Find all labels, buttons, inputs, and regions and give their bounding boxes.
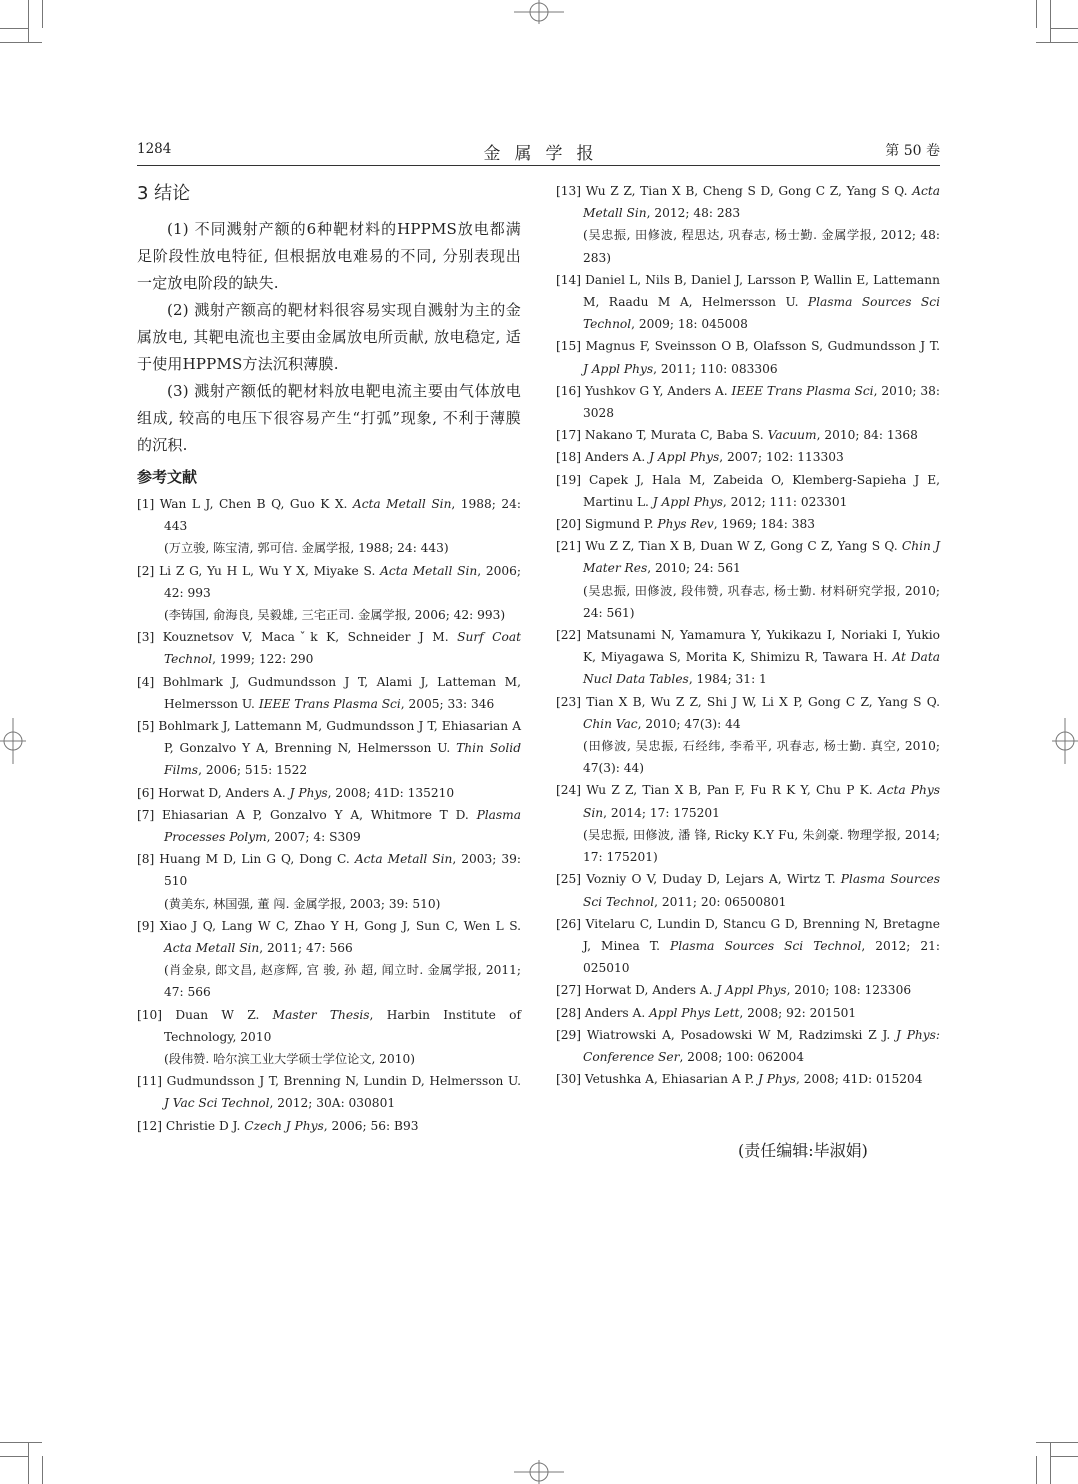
reference-translation: (段伟赞. 哈尔滨工业大学硕士学位论文, 2010) — [164, 1052, 416, 1067]
reference-source: Chin J Mater Res — [583, 539, 940, 576]
reference-number: [27] — [556, 983, 582, 998]
crop-mark — [42, 0, 43, 28]
crop-mark — [28, 1442, 29, 1484]
reference-authors: Anders A. — [584, 450, 650, 465]
reference-details: , 1969; 184: 383 — [713, 517, 815, 532]
reference-source: Plasma Processes Polym — [164, 807, 522, 845]
reference-item — [137, 1115, 521, 1137]
reference-details: , 2010; 24: 561 — [647, 561, 741, 576]
reference-number: [28] — [556, 1005, 582, 1020]
crop-mark — [1036, 0, 1037, 28]
crop-mark — [0, 1442, 42, 1443]
reference-details: , 2006; 56: B93 — [323, 1118, 419, 1133]
crop-mark — [1036, 1442, 1078, 1443]
crop-mark — [0, 28, 28, 29]
reference-authors: Wu Z Z, Tian X B, Duan W Z, Gong C Z, Yang S Q. — [585, 539, 902, 554]
reference-number: [9] — [137, 918, 155, 933]
reference-authors: Vetushka A, Ehiasarian A P. — [584, 1072, 759, 1087]
reference-authors: Kouznetsov V, Macaˇk K, Schneider J M. — [162, 630, 458, 645]
section-title: 3 结论 — [137, 183, 191, 204]
reference-number: [30] — [556, 1072, 582, 1087]
reference-item — [556, 469, 940, 513]
reference-item — [556, 691, 940, 780]
reference-item — [556, 513, 940, 535]
reference-source: Phys Rev — [657, 517, 714, 532]
reference-source: J Phys — [289, 785, 328, 800]
reference-authors: Wan L J, Chen B Q, Guo K X. — [159, 497, 353, 511]
references-heading: 参考文献 — [137, 468, 198, 486]
reference-details: , 2007; 4: S309 — [266, 830, 361, 845]
reference-number: [11] — [137, 1074, 163, 1089]
reference-details: , 2009; 18: 045008 — [631, 317, 748, 332]
reference-details: , 2012; 48: 283 — [646, 206, 741, 221]
reference-list-right — [556, 180, 940, 1090]
reference-item — [137, 848, 521, 915]
reference-details: , Harbin Institute of Technology, 2010 — [164, 1007, 522, 1044]
reference-authors: Vozniy O V, Duday D, Lejars A, Wirtz T. — [586, 872, 841, 887]
reference-source: J Vac Sci Technol — [164, 1096, 270, 1111]
conclusion-paragraph: (1) 不同溅射产额的6种靶材料的HPPMS放电都满足阶段性放电特征, 但根据放电难易的不同, 分别表现出一定放电阶段的缺失. — [137, 220, 521, 292]
crop-mark — [1050, 1456, 1078, 1457]
reference-number: [3] — [137, 630, 155, 645]
reference-authors: Tian X B, Wu Z Z, Shi J W, Li X P, Gong C Z, Yang S Q. — [586, 694, 941, 709]
reference-item — [556, 779, 940, 868]
reference-authors: Wu Z Z, Tian X B, Pan F, Fu R K Y, Chu P K. — [586, 783, 878, 798]
conclusion-paragraph: (2) 溅射产额高的靶材料很容易实现自溅射为主的金属放电, 其靶电流也主要由金属放电所贡献, 放电稳定, 适于使用HPPMS方法沉积薄膜. — [137, 301, 521, 373]
reference-authors: Nakano T, Murata C, Baba S. — [584, 428, 768, 443]
reference-item — [556, 424, 940, 446]
reference-details: , 2012; 111: 023301 — [722, 494, 848, 509]
reference-number: [14] — [556, 272, 582, 287]
reference-details: , 2010; 38: 3028 — [583, 383, 940, 421]
reference-item — [556, 868, 940, 912]
reference-authors: Anders A. — [584, 1005, 650, 1020]
reference-details: , 2012; 21: 025010 — [583, 938, 940, 976]
reference-authors: Ehiasarian A P, Gonzalvo Y A, Whitmore T D. — [162, 807, 477, 822]
reference-item — [556, 913, 940, 980]
reference-source: Acta Metall Sin — [164, 941, 260, 956]
registration-mark-top — [514, 0, 564, 24]
reference-item — [556, 1024, 940, 1068]
reference-details: , 2007; 102: 113303 — [719, 450, 844, 465]
crop-mark — [1050, 0, 1051, 42]
reference-authors: Horwat D, Anders A. — [158, 785, 290, 800]
reference-number: [23] — [556, 694, 582, 709]
reference-translation: (吴忠振, 田修波, 段伟赞, 巩春志, 杨士勤. 材料研究学报, 2010; 24: 561) — [583, 583, 940, 620]
reference-item — [137, 493, 521, 560]
reference-number: [24] — [556, 783, 582, 798]
reference-source: IEEE Trans Plasma Sci — [258, 696, 401, 711]
crop-mark — [1036, 1456, 1037, 1484]
reference-source: Acta Metall Sin — [352, 497, 452, 511]
registration-mark-right — [1052, 718, 1078, 764]
reference-authors: Capek J, Hala M, Zabeida O, Klemberg-Sapieha J E, Martinu L. — [583, 472, 940, 509]
crop-mark — [0, 1456, 28, 1457]
reference-source: J Appl Phys — [652, 494, 723, 509]
reference-number: [20] — [556, 517, 582, 532]
reference-authors: Xiao J Q, Lang W C, Zhao Y H, Gong J, Sun C, Wen L S. — [159, 918, 522, 933]
reference-item — [556, 380, 940, 424]
reference-number: [17] — [556, 428, 582, 443]
reference-number: [21] — [556, 539, 582, 554]
reference-details: , 2010; 47(3): 44 — [637, 716, 741, 731]
reference-source: J Appl Phys — [583, 361, 654, 376]
reference-authors: Duan W Z. — [175, 1007, 273, 1022]
reference-details: , 2011; 20: 06500801 — [654, 894, 787, 909]
reference-number: [12] — [137, 1118, 163, 1133]
reference-number: [18] — [556, 450, 582, 465]
reference-item — [556, 979, 940, 1001]
reference-number: [5] — [137, 719, 155, 734]
reference-source: IEEE Trans Plasma Sci — [731, 383, 874, 398]
reference-item — [556, 1002, 940, 1024]
crop-mark — [1050, 1442, 1051, 1484]
reference-number: [6] — [137, 785, 155, 800]
reference-source: Acta Metall Sin — [380, 563, 478, 578]
reference-source: J Phys — [758, 1072, 796, 1087]
reference-details: , 2011; 47: 566 — [259, 941, 353, 956]
reference-authors: Horwat D, Anders A. — [584, 983, 717, 998]
reference-authors: Matsunami N, Yamamura Y, Yukikazu I, Noriaki I, Yukio K, Miyagawa S, Morita K, Shimizu R, Tawara H. — [583, 628, 941, 665]
reference-source: Thin Solid Films — [164, 741, 521, 778]
reference-item — [137, 915, 521, 1004]
reference-number: [16] — [556, 383, 582, 398]
reference-details: , 1999; 122: 290 — [212, 652, 314, 667]
reference-source: At Data Nucl Data Tables — [583, 650, 940, 687]
journal-name: 金属学报 — [483, 144, 608, 164]
reference-item — [556, 535, 940, 624]
crop-mark — [0, 42, 42, 43]
reference-authors: Bohlmark J, Gudmundsson J T, Alami J, Latteman M, Helmersson U. — [162, 674, 521, 711]
reference-list-left — [137, 493, 521, 1137]
crop-mark — [1036, 42, 1078, 43]
reference-authors: Daniel L, Nils B, Daniel J, Larsson P, Wallin E, Lattemann M, Raadu M A, Helmersson U. — [583, 272, 940, 310]
reference-number: [22] — [556, 628, 582, 643]
reference-authors: Wiatrowski A, Posadowski W M, Radzimski Z J. — [586, 1027, 897, 1042]
conclusion-paragraph: (3) 溅射产额低的靶材料放电靶电流主要由气体放电组成, 较高的电压下很容易产生“打弧”现象, 不利于薄膜的沉积. — [137, 382, 521, 454]
reference-details: , 2008; 41D: 135210 — [327, 785, 455, 800]
reference-source: Acta Phys Sin — [583, 783, 940, 820]
reference-authors: Christie D J. — [165, 1118, 245, 1133]
reference-number: [13] — [556, 184, 582, 198]
reference-number: [1] — [137, 497, 155, 511]
reference-item — [556, 1068, 940, 1090]
reference-authors: Wu Z Z, Tian X B, Cheng S D, Gong C Z, Yang S Q. — [585, 184, 913, 198]
registration-mark-left — [0, 718, 26, 764]
reference-source: J Appl Phys — [649, 450, 720, 465]
reference-number: [15] — [556, 339, 582, 354]
reference-source: Acta Metall Sin — [583, 184, 940, 221]
reference-number: [2] — [137, 563, 155, 578]
reference-translation: (吴忠振, 田修波, 程思达, 巩春志, 杨士勤. 金属学报, 2012; 48: 283) — [583, 228, 940, 265]
reference-source: Plasma Sources Sci Technol — [583, 872, 940, 909]
reference-source: Acta Metall Sin — [354, 852, 453, 867]
reference-number: [8] — [137, 852, 155, 867]
reference-source: J Phys: Conference Ser — [583, 1027, 941, 1064]
reference-item — [137, 782, 521, 804]
reference-details: , 2010; 84: 1368 — [816, 428, 918, 443]
reference-source: J Appl Phys — [716, 983, 787, 998]
reference-source: Vacuum — [767, 428, 817, 443]
reference-source: Surf Coat Technol — [164, 630, 522, 667]
reference-authors: Vitelaru C, Lundin D, Stancu G D, Brenning N, Bretagne J, Minea T. — [583, 916, 940, 953]
reference-source: Czech J Phys — [244, 1118, 324, 1133]
reference-authors: Huang M D, Lin G Q, Dong C. — [159, 852, 355, 867]
reference-source: Chin Vac — [583, 716, 638, 731]
reference-number: [4] — [137, 674, 155, 689]
reference-item — [556, 335, 940, 379]
reference-number: [25] — [556, 872, 582, 887]
reference-source: Plasma Sources Sci Technol — [670, 938, 862, 953]
reference-details: , 2005; 33: 346 — [400, 696, 495, 711]
reference-translation: (肖金泉, 郎文昌, 赵彦辉, 宫 骏, 孙 超, 闻立时. 金属学报, 2011; 47: 566 — [164, 963, 521, 1000]
reference-details: , 1988; 24: 443 — [164, 497, 522, 534]
reference-item — [137, 671, 521, 715]
reference-details: , 2006; 515: 1522 — [198, 763, 308, 778]
reference-authors: Yushkov G Y, Anders A. — [584, 383, 732, 398]
reference-authors: Magnus F, Sveinsson O B, Olafsson S, Gudmundsson J T. — [585, 339, 940, 354]
reference-item — [556, 446, 940, 468]
reference-details: , 2003; 39: 510 — [164, 852, 522, 889]
reference-item — [137, 626, 521, 670]
reference-details: , 2008; 92: 201501 — [739, 1005, 857, 1020]
running-header — [137, 139, 940, 166]
reference-authors: Gudmundsson J T, Brenning N, Lundin D, Helmersson U. — [166, 1074, 521, 1089]
crop-mark — [1050, 28, 1078, 29]
reference-translation: (吴忠振, 田修波, 潘 锋, Ricky K.Y Fu, 朱剑豪. 物理学报, 2014; 17: 175201) — [583, 827, 940, 865]
reference-item — [556, 624, 940, 691]
reference-translation: (李铸国, 俞海良, 吴毅雄, 三宅正司. 金属学报, 2006; 42: 993) — [164, 608, 506, 623]
reference-number: [10] — [137, 1007, 163, 1022]
reference-translation: (万立骏, 陈宝清, 郭可信. 金属学报, 1988; 24: 443) — [164, 541, 449, 556]
reference-authors: Sigmund P. — [584, 517, 658, 532]
reference-details: , 2006; 42: 993 — [164, 563, 522, 600]
reference-number: [7] — [137, 807, 155, 822]
reference-details: , 2011; 110: 083306 — [653, 361, 778, 376]
editor-note: (责任编辑:毕淑娟) — [738, 1141, 868, 1160]
reference-item — [137, 560, 521, 627]
left-column — [137, 180, 521, 1137]
crop-mark — [42, 1456, 43, 1484]
reference-item — [137, 1070, 521, 1114]
reference-translation: (黄美东, 林国强, 董 闯. 金属学报, 2003; 39: 510) — [164, 896, 441, 911]
reference-details: , 2012; 30A: 030801 — [269, 1096, 396, 1111]
reference-translation: (田修波, 吴忠振, 石经纬, 李希平, 巩春志, 杨士勤. 真空, 2010; 47(3): 44) — [583, 739, 940, 776]
reference-item — [556, 269, 940, 336]
reference-authors: Li Z G, Yu H L, Wu Y X, Miyake S. — [159, 563, 381, 578]
reference-item — [137, 804, 521, 848]
right-column — [556, 180, 940, 1090]
reference-source: Appl Phys Lett — [649, 1005, 740, 1020]
conclusions-body — [137, 216, 521, 459]
reference-details: , 1984; 31: 1 — [688, 672, 767, 687]
registration-mark-bottom — [514, 1460, 564, 1484]
reference-authors: Bohlmark J, Lattemann M, Gudmundsson J T, Ehiasarian A P, Gonzalvo Y A, Brenning N, Helmersson U. — [158, 719, 521, 756]
reference-item — [137, 1004, 521, 1071]
reference-details: , 2008; 41D: 015204 — [795, 1072, 923, 1087]
reference-source: Plasma Sources Sci Technol — [583, 295, 940, 332]
reference-number: [29] — [556, 1027, 582, 1042]
reference-number: [19] — [556, 472, 582, 487]
volume-label: 第 50 卷 — [885, 143, 940, 159]
reference-source: Master Thesis — [272, 1007, 370, 1022]
reference-item — [137, 715, 521, 782]
reference-number: [26] — [556, 916, 582, 931]
reference-details: , 2008; 100: 062004 — [679, 1049, 804, 1064]
reference-details: , 2010; 108: 123306 — [786, 983, 912, 998]
reference-details: , 2014; 17: 175201 — [603, 805, 720, 820]
crop-mark — [28, 0, 29, 42]
reference-item — [556, 180, 940, 269]
page-number: 1284 — [137, 141, 172, 157]
